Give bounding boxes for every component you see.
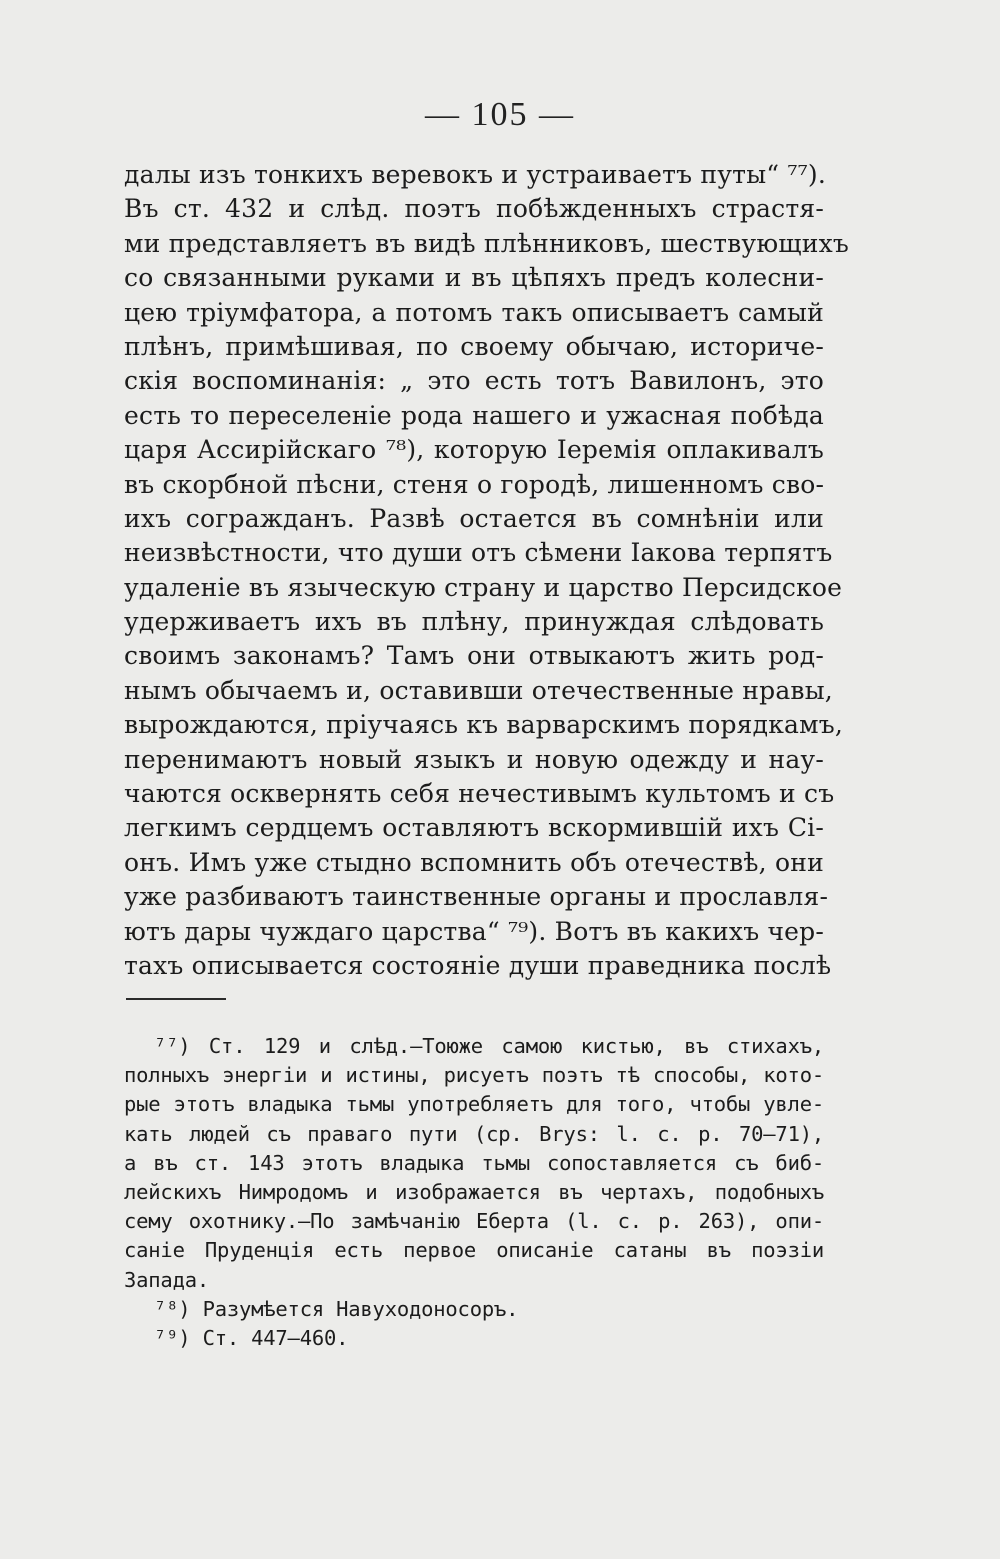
text-line: ми представляетъ въ видѣ плѣнниковъ, шествующихъ (124, 228, 850, 258)
footnote-line: а въ ст. 143 этотъ владыка тьмы сопоставляется съ биб- (124, 1150, 824, 1175)
text-line: удаленіе въ языческую страну и царство Персидское (124, 572, 843, 602)
text-line: Въ ст. 432 и слѣд. поэтъ побѣжденныхъ страстя- (124, 194, 824, 224)
text-line: уже разбиваютъ таинственные органы и прославля- (124, 882, 829, 912)
footnote-line: Запада. (124, 1267, 209, 1292)
text-line: плѣнъ, примѣшивая, по своему обычаю, историче- (124, 331, 824, 361)
text-line: далы изъ тонкихъ веревокъ и устраиваетъ путы“ ⁷⁷). (124, 160, 826, 189)
text-line: нымъ обычаемъ и, оставивши отечественные нравы, (124, 675, 833, 705)
main-text (124, 158, 850, 983)
text-line: неизвѣстности, что души отъ сѣмени Іакова терпятъ (124, 538, 833, 568)
text-line: вырождаются, пріучаясь къ варварскимъ порядкамъ, (124, 710, 844, 740)
footnote-divider (126, 998, 226, 1000)
text-line: удерживаетъ ихъ въ плѣну, принуждая слѣдовать (124, 607, 824, 637)
footnote-line: лейскихъ Нимродомъ и изображается въ чертахъ, подобныхъ (124, 1179, 824, 1204)
footnote-79: ⁷⁹) Ст. 447—460. (154, 1325, 349, 1350)
text-line: со связанными руками и въ цѣпяхъ предъ колесни- (124, 263, 824, 293)
text-line: тахъ описывается состояніе души праведника послѣ (124, 950, 832, 980)
text-line: чаются осквернять себя нечестивымъ культомъ и съ (124, 779, 835, 809)
footnote-77: ⁷⁷) Ст. 129 и слѣд.—Тоюже самою кистью, въ стихахъ, (154, 1034, 824, 1058)
text-line: въ скорбной пѣсни, стеня о городѣ, лишенномъ сво- (124, 469, 825, 499)
text-line: перенимаютъ новый языкъ и новую одежду и нау- (124, 744, 824, 774)
page-number: — 105 — (425, 96, 575, 133)
text-line: царя Ассирійскаго ⁷⁸), которую Іеремія оплакивалъ (124, 435, 824, 465)
text-line: скія воспоминанія: „ это есть тотъ Вавилонъ, это (124, 366, 824, 396)
text-line: своимъ законамъ? Тамъ они отвыкаютъ жить род- (124, 641, 824, 671)
text-line: онъ. Имъ уже стыдно вспомнить объ отечествѣ, они (124, 847, 824, 877)
footnote-line: саніе Пруденція есть первое описаніе сатаны въ поэзіи (124, 1238, 824, 1263)
text-line: цею тріумфатора, а потомъ такъ описываетъ самый (124, 297, 824, 327)
footnote-line: полныхъ энергіи и истины, рисуетъ поэтъ тѣ способы, кото- (124, 1063, 824, 1088)
footnote-line: рые этотъ владыка тьмы употребляетъ для того, чтобы увле- (124, 1092, 824, 1117)
footnote-78: ⁷⁸) Разумѣется Навуходоносоръ. (154, 1296, 519, 1321)
text-line: ютъ дары чуждаго царства“ ⁷⁹). Вотъ въ какихъ чер- (124, 916, 825, 946)
footnotes (124, 1032, 824, 1353)
footnote-line: сему охотнику.—По замѣчанію Еберта (l. c. p. 263), опи- (124, 1209, 824, 1234)
text-line: легкимъ сердцемъ оставляютъ вскормившій ихъ Сі- (124, 813, 824, 843)
text-line: ихъ согражданъ. Развѣ остается въ сомнѣніи или (124, 503, 824, 533)
text-line: есть то переселеніе рода нашего и ужасная побѣда (124, 400, 824, 430)
footnote-line: кать людей съ праваго пути (ср. Brys: l. c. p. 70—71), (124, 1121, 824, 1146)
